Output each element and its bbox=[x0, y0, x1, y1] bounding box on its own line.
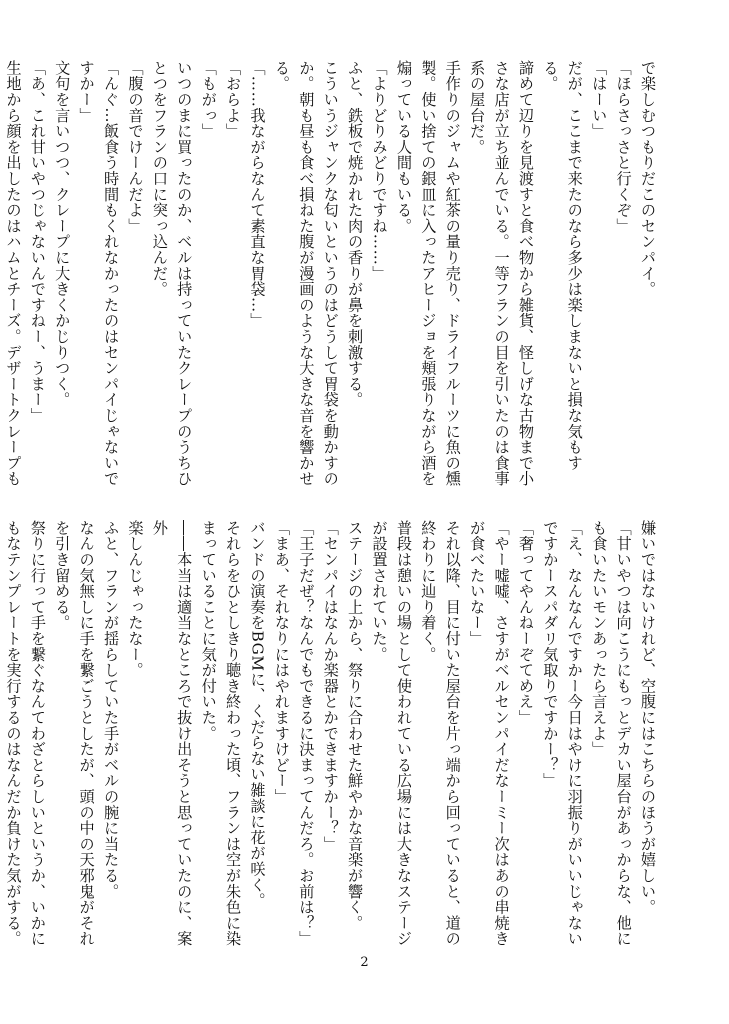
text-line: それ以降、目に付いた屋台を片っ端から回っていると、道の bbox=[443, 520, 462, 947]
text-line: 「奢ってやんねーぞてめえ」 bbox=[516, 520, 535, 726]
text-line: ですかースパダリ気取りですかー？」 bbox=[541, 520, 560, 789]
text-line: 「あ、これ甘いやつじゃないんですねー、うまー」 bbox=[28, 60, 47, 424]
text-line: 「よりどりみどりですね……」 bbox=[370, 60, 389, 282]
text-line: 「甘いやつは向こうにもっとデカい屋台があっからな、他に bbox=[614, 520, 633, 947]
text-line: ステージの上から、祭りに合わせた鮮やかな音楽が響く。 bbox=[346, 520, 365, 931]
text-line: もなテンプレートを実行するのはなんだか負けた気がする。 bbox=[4, 520, 23, 947]
text-line: こういうジャンクな匂いというのはどうして胃袋を動かすの bbox=[321, 60, 340, 487]
text-line: 「え、なんなんですかー今日はやけに羽振りがいいじゃない bbox=[565, 520, 584, 947]
text-line: 「王子だぜ？なんでもできるに決まってんだろ。お前は？」 bbox=[297, 520, 316, 947]
page-number: 2 bbox=[360, 955, 369, 970]
text-line: ふと、フランが揺らしていた手がベルの腕に当たる。 bbox=[102, 520, 121, 900]
text-line: 「……我ながらなんて素直な胃袋…」 bbox=[248, 60, 267, 329]
text-line: 「もがっ」 bbox=[199, 60, 218, 139]
text-line: 手作りのジャムや紅茶の量り売り、ドライフルーツに魚の燻 bbox=[443, 60, 462, 487]
text-line: 「はーい」 bbox=[590, 60, 609, 139]
text-line: 普段は憩いの場として使われている広場には大きなステージ bbox=[394, 520, 413, 947]
text-line: 「ほらさっさと行くぞ」 bbox=[614, 60, 633, 234]
text-line: も食いたいモンあったら言えよ」 bbox=[590, 520, 609, 757]
text-line: いつのまに買ったのか、ベルは持っていたクレープのうちひ bbox=[175, 60, 194, 487]
text-line: 終わりに辿り着く。 bbox=[419, 520, 438, 663]
text-line: 楽しんじゃったなー。 bbox=[126, 520, 145, 678]
text-line: ふと、鉄板で焼かれた肉の香りが鼻を刺激する。 bbox=[346, 60, 365, 408]
text-line: ――本当は適当なところで抜け出そうと思っていたのに、案外 bbox=[150, 520, 194, 947]
text-line: 諦めて辺りを見渡すと食べ物から雑貨、怪しげな古物まで小 bbox=[516, 60, 535, 487]
text-line: 煽っている人間もいる。 bbox=[394, 60, 413, 234]
text-line: 「センパイはなんか楽器とかできますかー？」 bbox=[321, 520, 340, 852]
text-block-top bbox=[4, 60, 660, 490]
text-line: 生地から顔を出したのはハムとチーズ。デザートクレープも bbox=[4, 60, 23, 487]
text-block-bottom bbox=[4, 520, 660, 950]
text-line: 「おらよ」 bbox=[224, 60, 243, 139]
text-line: 「まあ、それなりにはやれますけどー」 bbox=[272, 520, 291, 805]
text-line: バンドの演奏をBGMに、くだらない雑談に花が咲く。 bbox=[248, 520, 267, 909]
text-line: それらをひとしきり聴き終わった頃、フランは空が朱色に染 bbox=[224, 520, 243, 947]
text-line: か。朝も昼も食べ損ねた腹が漫画のような大きな音を響かせ bbox=[297, 60, 316, 487]
text-line: だが、ここまで来たのなら多少は楽しまないと損な気もする。 bbox=[541, 60, 584, 471]
text-line: すかー」 bbox=[77, 60, 96, 124]
text-line: が設置されていた。 bbox=[370, 520, 389, 663]
text-line: 系の屋台だ。 bbox=[468, 60, 487, 155]
text-line: 製。使い捨ての銀皿に入ったアヒージョを頬張りながら酒を bbox=[419, 60, 438, 487]
text-line: を引き留める。 bbox=[53, 520, 72, 631]
text-line: 祭りに行って手を繋ぐなんてわざとらしいというか、いかに bbox=[28, 520, 47, 947]
text-line: とつをフランの口に突っ込んだ。 bbox=[150, 60, 169, 297]
text-line: が食べたいなー」 bbox=[468, 520, 487, 647]
text-line: 「んぐ…飯食う時間もくれなかったのはセンパイじゃないで bbox=[102, 60, 121, 487]
text-line: る。 bbox=[272, 60, 291, 92]
vertical-text-bottom bbox=[4, 520, 660, 950]
text-line: 「腹の音でけーんだよ」 bbox=[126, 60, 145, 234]
text-line: さな店が立ち並んでいる。一等フランの目を引いたのは食事 bbox=[492, 60, 511, 487]
text-line: 文句を言いつつ、クレープに大きくかじりつく。 bbox=[53, 60, 72, 408]
text-line: まっていることに気が付いた。 bbox=[199, 520, 218, 742]
text-line: 嫌いではないけれど、空腹にはこちらのほうが嬉しい。 bbox=[639, 520, 657, 915]
vertical-text-top bbox=[4, 60, 660, 490]
text-line: で楽しむつもりだこのセンパイ。 bbox=[639, 60, 657, 297]
text-line: なんの気無しに手を繋ごうとしたが、頭の中の天邪鬼がそれ bbox=[77, 520, 96, 947]
text-line: 「やー嘘嘘、さすがベルセンパイだなーミー次はあの串焼き bbox=[492, 520, 511, 947]
